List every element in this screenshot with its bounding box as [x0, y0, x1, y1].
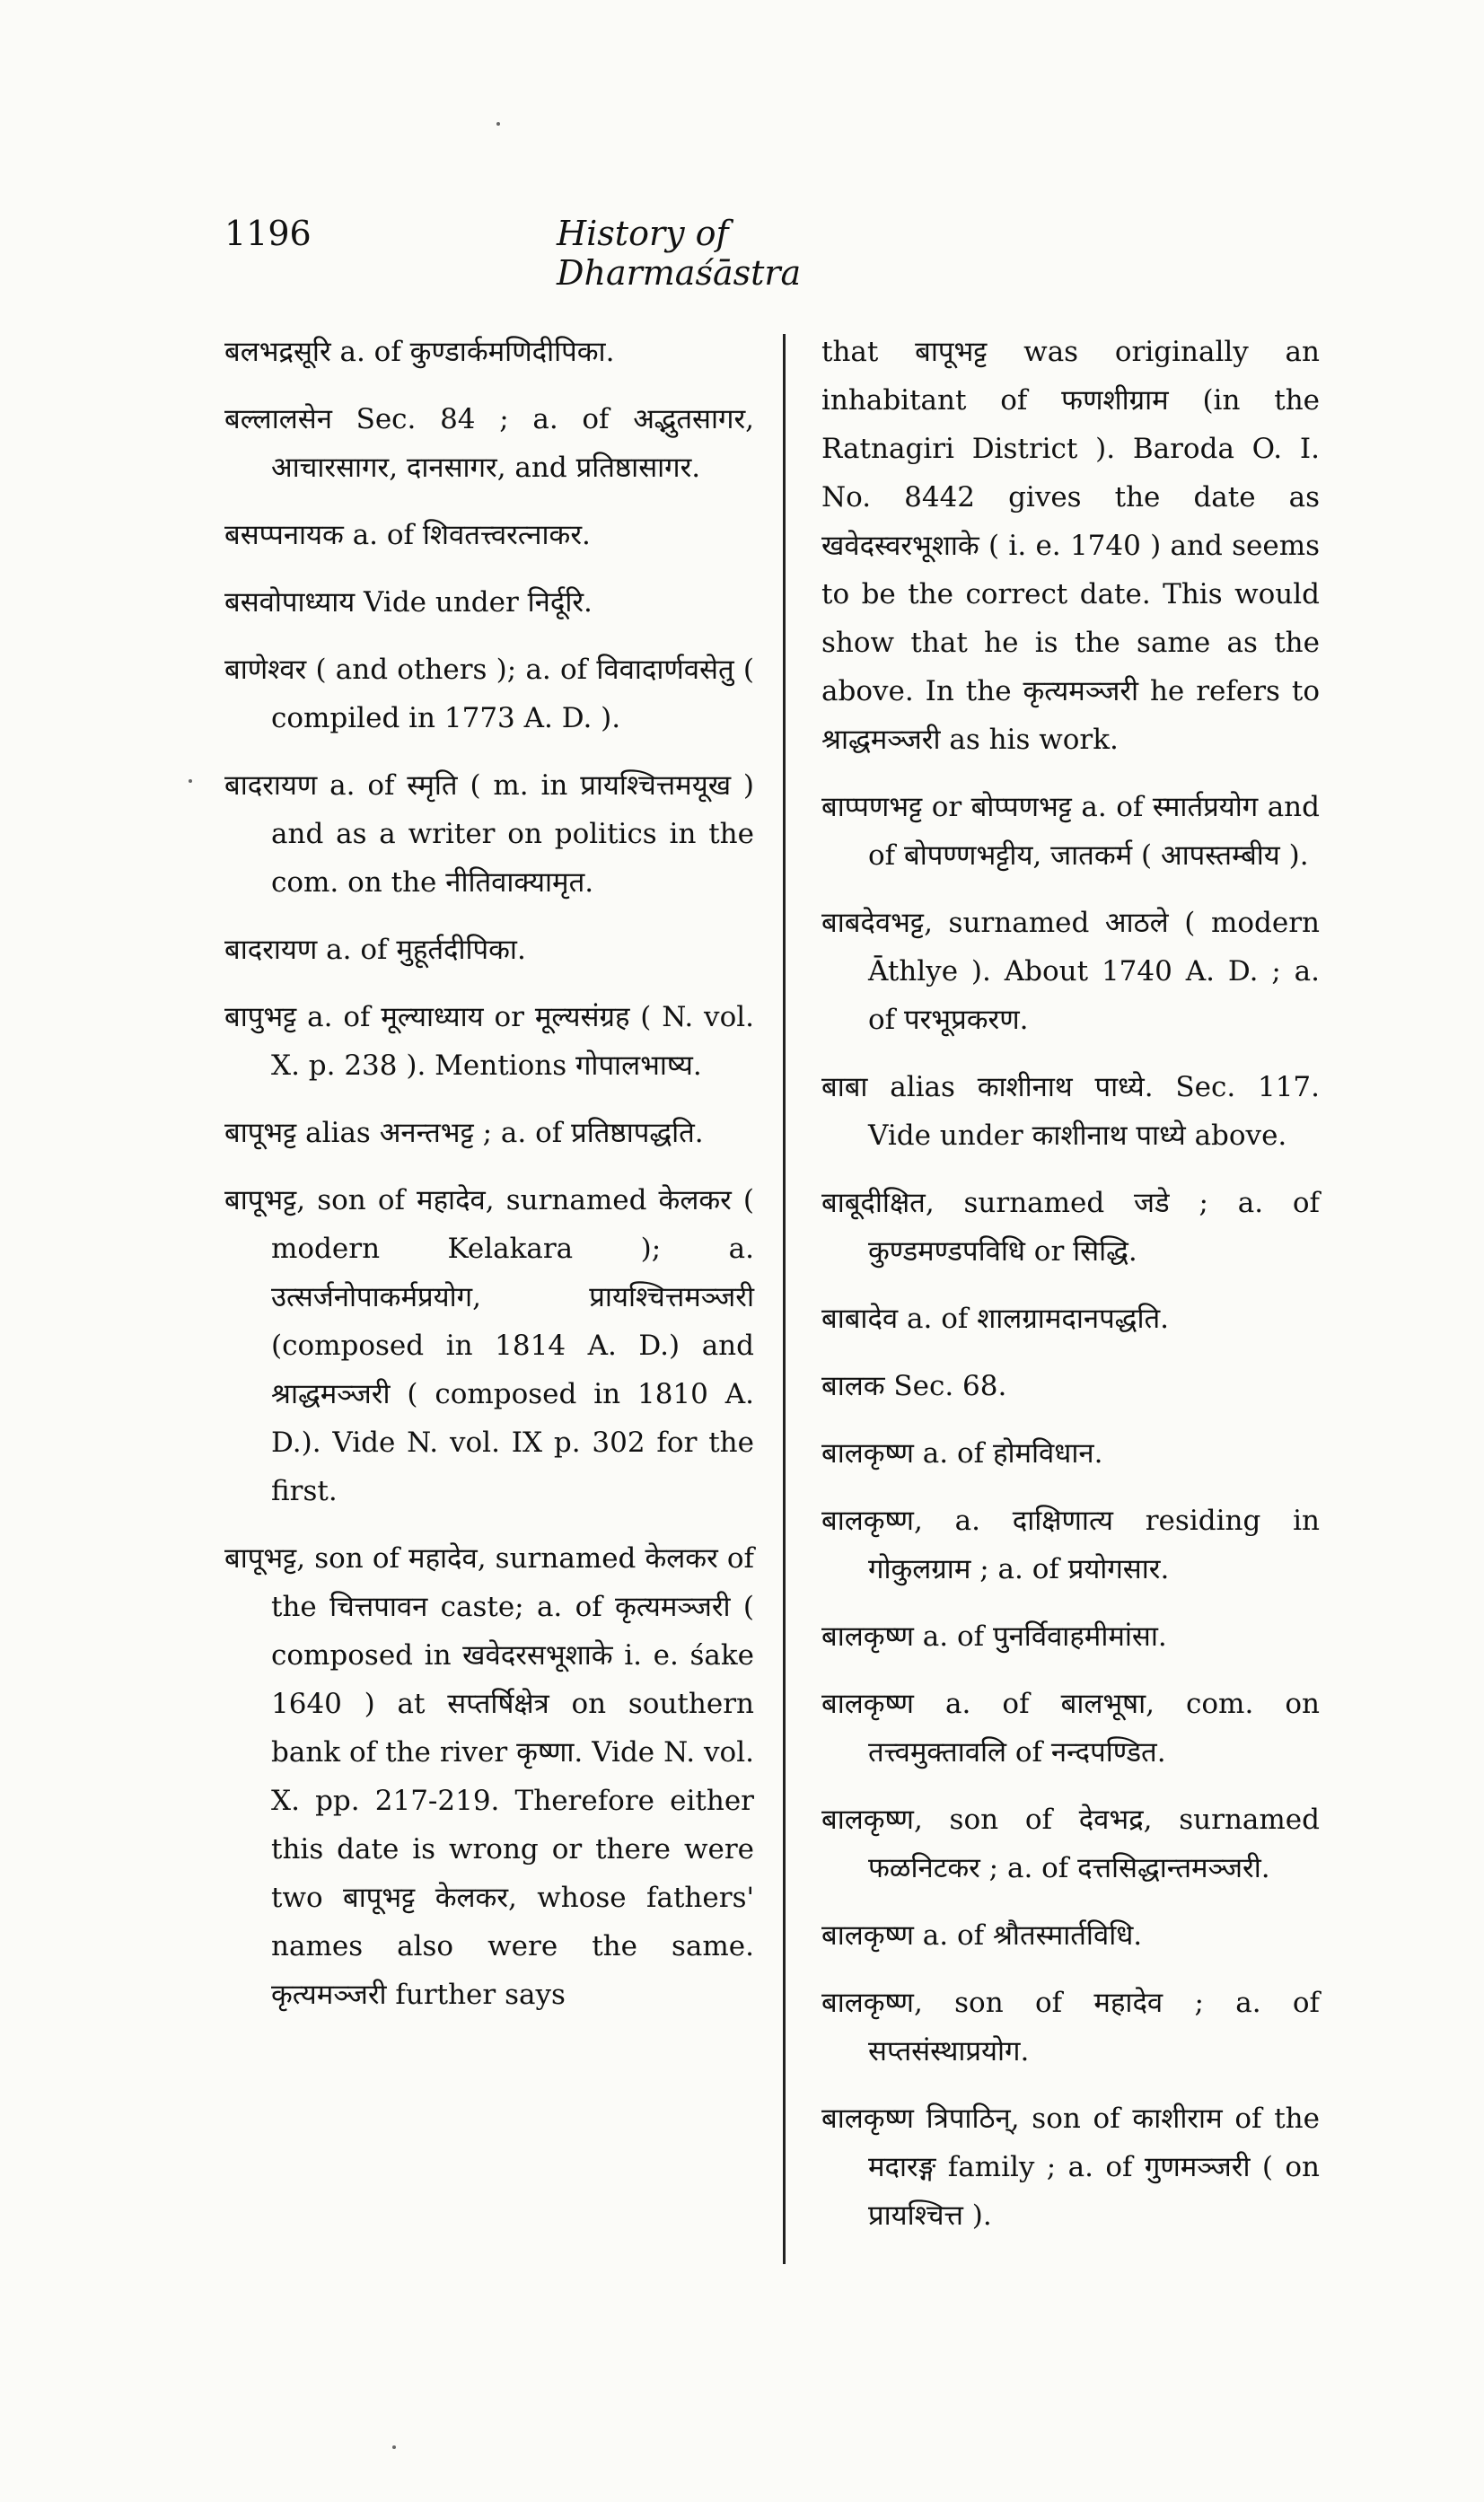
entry-badarayana-muhurta: बादरायण a. of मुहूर्तदीपिका. [224, 934, 526, 966]
entry-balakrsna-mahadeva: बालकृष्ण, son of महादेव ; a. of सप्तसंस्थाप्रयोग. [821, 1987, 1320, 2067]
entry-balaka: बालक Sec. 68. [821, 1370, 1007, 1402]
entry-bapubhatta-kelakara-2: बापूभट्ट, son of महादेव, surnamed केलकर of the चित्तपावन caste; a. of कृत्यमञ्जरी ( composed in खवेदरसभूशाके i. e. śake 1640 ) at सप्तर्षिक्षेत्र on southern bank of the river कृष्णा. Vide N. vol. X. pp. 217-219. Therefore either this date is wrong or there were two बापूभट्ट केलकर, whose fathers' names also were the same. कृत्यमञ्जरी further says [224, 1542, 754, 2011]
entry-balakrsna-tripathin: बालकृष्ण त्रिपाठिन्, son of काशीराम of the मदारङ्ग family ; a. of गुणमञ्जरी ( on प्रायश्चित्त ). [821, 2103, 1320, 2232]
entry-bappanabhatta: बाप्पणभट्ट or बोप्पणभट्ट a. of स्मार्तप्रयोग and of बोपण्णभट्टीय, जातकर्म ( आपस्तम्बीय ). [821, 791, 1320, 872]
entry-baba-kasinatha: बाबा alias काशीनाथ पाध्ये. Sec. 117. Vide under काशीनाथ पाध्ये above. [821, 1071, 1320, 1152]
entry-babadevabhatta: बाबदेवभट्ट, surnamed आठले ( modern Āthlye ). About 1740 A. D. ; a. of परभूप्रकरण. [821, 907, 1320, 1036]
entry-balakrsna-balabhusa: बालकृष्ण a. of बालभूषा, com. on तत्त्वमुक्तावलि of नन्दपण्डित. [821, 1688, 1320, 1769]
entry-balakrsna-devabhadra: बालकृष्ण, son of देवभद्र, surnamed फळनिटकर ; a. of दत्तसिद्धान्तमञ्जरी. [821, 1804, 1320, 1884]
entry-balakrsna-daksinatya: बालकृष्ण, a. दाक्षिणात्य residing in गोकुलग्राम ; a. of प्रयोगसार. [821, 1505, 1320, 1585]
entry-balakrsna-homa: बालकृष्ण a. of होमविधान. [821, 1437, 1103, 1470]
page-number: 1196 [224, 214, 312, 253]
right-column [821, 328, 1320, 2259]
entry-banesvara: बाणेश्वर ( and others ); a. of विवादार्णवसेतु ( compiled in 1773 A. D. ). [224, 654, 754, 734]
entry-balabhadrasuri: बलभद्रसूरि a. of कुण्डार्कमणिदीपिका. [224, 336, 615, 368]
entry-continuation: that बापूभट्ट was originally an inhabitant of फणशीग्राम (in the Ratnagiri District ). Baroda O. I. No. 8442 gives the date as खवेदस्वरभूशाके ( i. e. 1740 ) and seems to be the correct date. This would show that he is the same as the above. In the कृत्यमञ्जरी he refers to श्राद्धमञ्जरी as his work. [821, 336, 1320, 756]
scan-speck [189, 779, 192, 783]
column-divider [783, 334, 786, 2264]
entry-ballalasena: बल्लालसेन Sec. 84 ; a. of अद्भुतसागर, आचारसागर, दानसागर, and प्रतिष्ठासागर. [224, 403, 754, 484]
entry-basavopadhyaya: बसवोपाध्याय Vide under निर्दूरि. [224, 586, 593, 619]
running-title: History of Dharmaśāstra [557, 214, 802, 293]
scan-speck [392, 2445, 396, 2449]
entry-babadeva: बाबादेव a. of शालग्रामदानपद्धति. [821, 1303, 1169, 1335]
scan-speck [496, 122, 500, 126]
entry-bapubhatta-kelakara-1: बापूभट्ट, son of महादेव, surnamed केलकर ( modern Kelakara ); a. उत्सर्जनोपाकर्मप्रयोग, प्रायश्चित्तमञ्जरी (composed in 1814 A. D.) and श्राद्धमञ्जरी ( composed in 1810 A. D.). Vide N. vol. IX p. 302 for the first. [224, 1184, 754, 1507]
entry-badarayana-smrti: बादरायण a. of स्मृति ( m. in प्रायश्चित्तमयूख ) and as a writer on politics in the com. on the नीतिवाक्यामृत. [224, 769, 754, 899]
page-header [224, 214, 979, 293]
left-column [224, 328, 754, 2038]
entry-bapubhatta: बापुभट्ट a. of मूल्याध्याय or मूल्यसंग्रह ( N. vol. X. p. 238 ). Mentions गोपालभाष्य. [224, 1001, 754, 1082]
entry-basappanayaka: बसप्पनायक a. of शिवतत्त्वरत्नाकर. [224, 519, 591, 551]
entry-babudiksita: बाबूदीक्षित, surnamed जडे ; a. of कुण्डमण्डपविधि or सिद्धि. [821, 1187, 1320, 1268]
entry-balakrsna-srauta: बालकृष्ण a. of श्रौतस्मार्तविधि. [821, 1919, 1143, 1952]
entry-bapubhatta-anantabhatta: बापूभट्ट alias अनन्तभट्ट ; a. of प्रतिष्ठापद्धति. [224, 1117, 704, 1149]
entry-balakrsna-punarvivaha: बालकृष्ण a. of पुनर्विवाहमीमांसा. [821, 1620, 1167, 1653]
